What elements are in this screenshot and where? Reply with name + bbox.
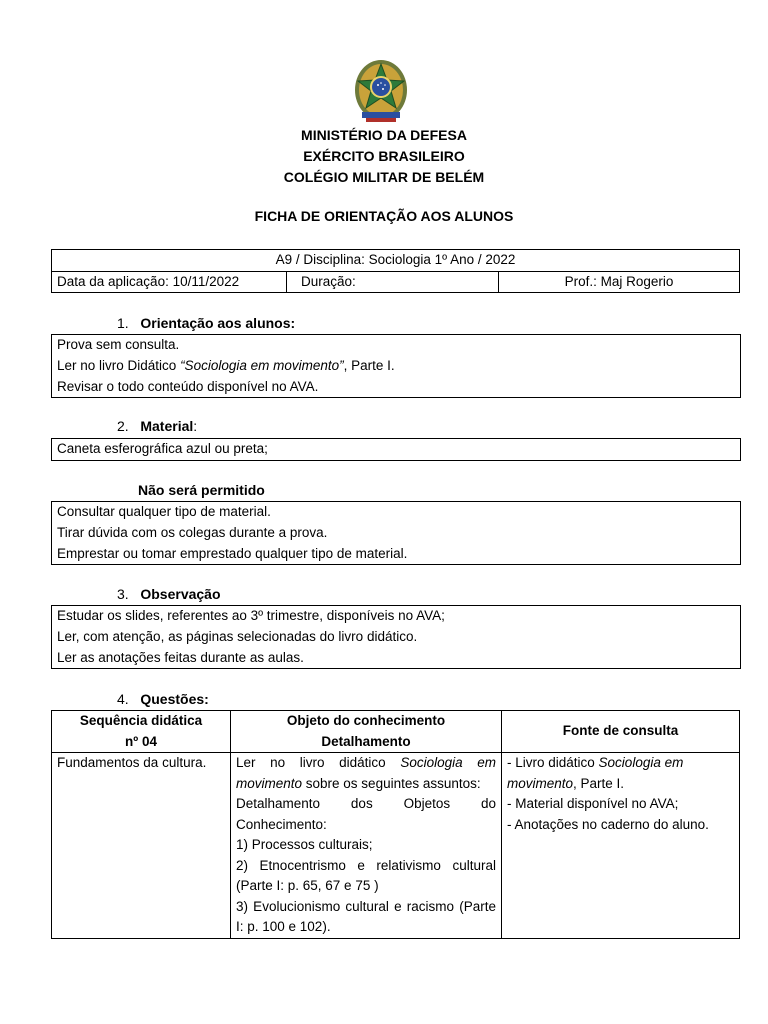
header-text: nº 04 — [125, 733, 157, 749]
nao-permitido-line: Consultar qualquer tipo de material. — [57, 504, 271, 519]
observacao-box — [51, 605, 741, 669]
section-title: Orientação aos alunos: — [140, 315, 296, 331]
section-number: 4. — [117, 691, 129, 707]
section-title: Observação — [140, 586, 221, 602]
text-part: Ler no livro Didático — [57, 357, 181, 373]
header-sequencia — [52, 711, 231, 753]
fonte-item — [507, 753, 734, 794]
header-exercito: EXÉRCITO BRASILEIRO — [303, 148, 465, 164]
fonte-item: - Anotações no caderno do aluno. — [507, 816, 709, 832]
text-part: sobre os seguintes assuntos: — [302, 775, 481, 791]
observacao-line: Ler as anotações feitas durante as aulas. — [57, 649, 304, 665]
section-observacao-heading — [117, 586, 221, 602]
header-colegio: COLÉGIO MILITAR DE BELÉM — [283, 169, 485, 185]
text-part: - Livro didático — [507, 755, 599, 770]
section-number: 3. — [117, 586, 129, 602]
info-date: Data da aplicação: 10/11/2022 — [52, 271, 287, 293]
info-duration: Duração: — [287, 271, 499, 293]
objeto-intro — [236, 753, 496, 794]
section-title: Questões: — [140, 691, 209, 707]
header-text: Objeto do conhecimento — [286, 713, 446, 728]
book-title: Sociologia em movimento — [236, 755, 496, 791]
book-title: Sociologia em movimento — [507, 755, 684, 791]
coat-of-arms-emblem — [352, 56, 410, 126]
nao-permitido-line: Tirar dúvida com os colegas durante a prova. — [57, 524, 328, 540]
header-ministerio: MINISTÉRIO DA DEFESA — [301, 127, 467, 143]
text-part: , Parte I. — [343, 357, 395, 373]
material-line: Caneta esferográfica azul ou preta; — [57, 441, 268, 456]
objeto-item: 1) Processos culturais; — [236, 837, 373, 852]
fonte-item: - Material disponível no AVA; — [507, 796, 679, 811]
header-text: Sequência didática — [79, 713, 203, 728]
section-questoes-heading — [117, 691, 209, 707]
book-title: “Sociologia em movimento” — [180, 357, 344, 373]
header-objeto — [231, 711, 502, 753]
section-number: 2. — [117, 418, 129, 434]
section-title: Material — [140, 418, 194, 434]
nao-permitido-box — [51, 501, 741, 565]
orientacao-line: Revisar o todo conteúdo disponível no AVA. — [57, 378, 319, 394]
info-prof: Prof.: Maj Rogerio — [499, 271, 740, 293]
nao-permitido-line: Emprestar ou tomar emprestado qualquer tipo de material. — [57, 545, 408, 561]
material-box — [51, 438, 741, 461]
section-title: Não será permitido — [138, 482, 265, 498]
page-title: FICHA DE ORIENTAÇÃO AOS ALUNOS — [254, 208, 514, 224]
orientacao-box — [51, 334, 741, 398]
questoes-table — [51, 710, 740, 939]
section-material-heading — [117, 418, 197, 434]
orientacao-line: Prova sem consulta. — [57, 337, 180, 352]
text-part: , Parte I. — [573, 775, 625, 791]
orientacao-line — [57, 356, 735, 377]
objeto-item: 2) Etnocentrismo e relativismo cultural (Parte I: p. 65, 67 e 75 ) — [236, 857, 496, 893]
header-text: Detalhamento — [321, 733, 411, 749]
section-number: 1. — [117, 315, 129, 331]
section-colon: : — [193, 418, 198, 434]
cell-sequencia: Fundamentos da cultura. — [52, 753, 231, 939]
objeto-detalhamento: Detalhamento dos Objetos do Conhecimento: — [236, 796, 496, 832]
observacao-line: Estudar os slides, referentes ao 3º trimestre, disponíveis no AVA; — [57, 608, 445, 623]
observacao-line: Ler, com atenção, as páginas selecionadas do livro didático. — [57, 628, 418, 644]
cell-objeto — [231, 753, 502, 939]
section-orientacao-heading — [117, 315, 295, 331]
section-nao-permitido-heading — [138, 482, 265, 498]
cell-fonte — [502, 753, 740, 939]
text-part: Ler no livro didático — [236, 755, 401, 770]
info-table — [51, 249, 740, 293]
info-discipline: A9 / Disciplina: Sociologia 1º Ano / 2022 — [52, 250, 740, 272]
header-fonte: Fonte de consulta — [502, 711, 740, 753]
objeto-item: 3) Evolucionismo cultural e racismo (Parte I: p. 100 e 102). — [236, 898, 496, 934]
